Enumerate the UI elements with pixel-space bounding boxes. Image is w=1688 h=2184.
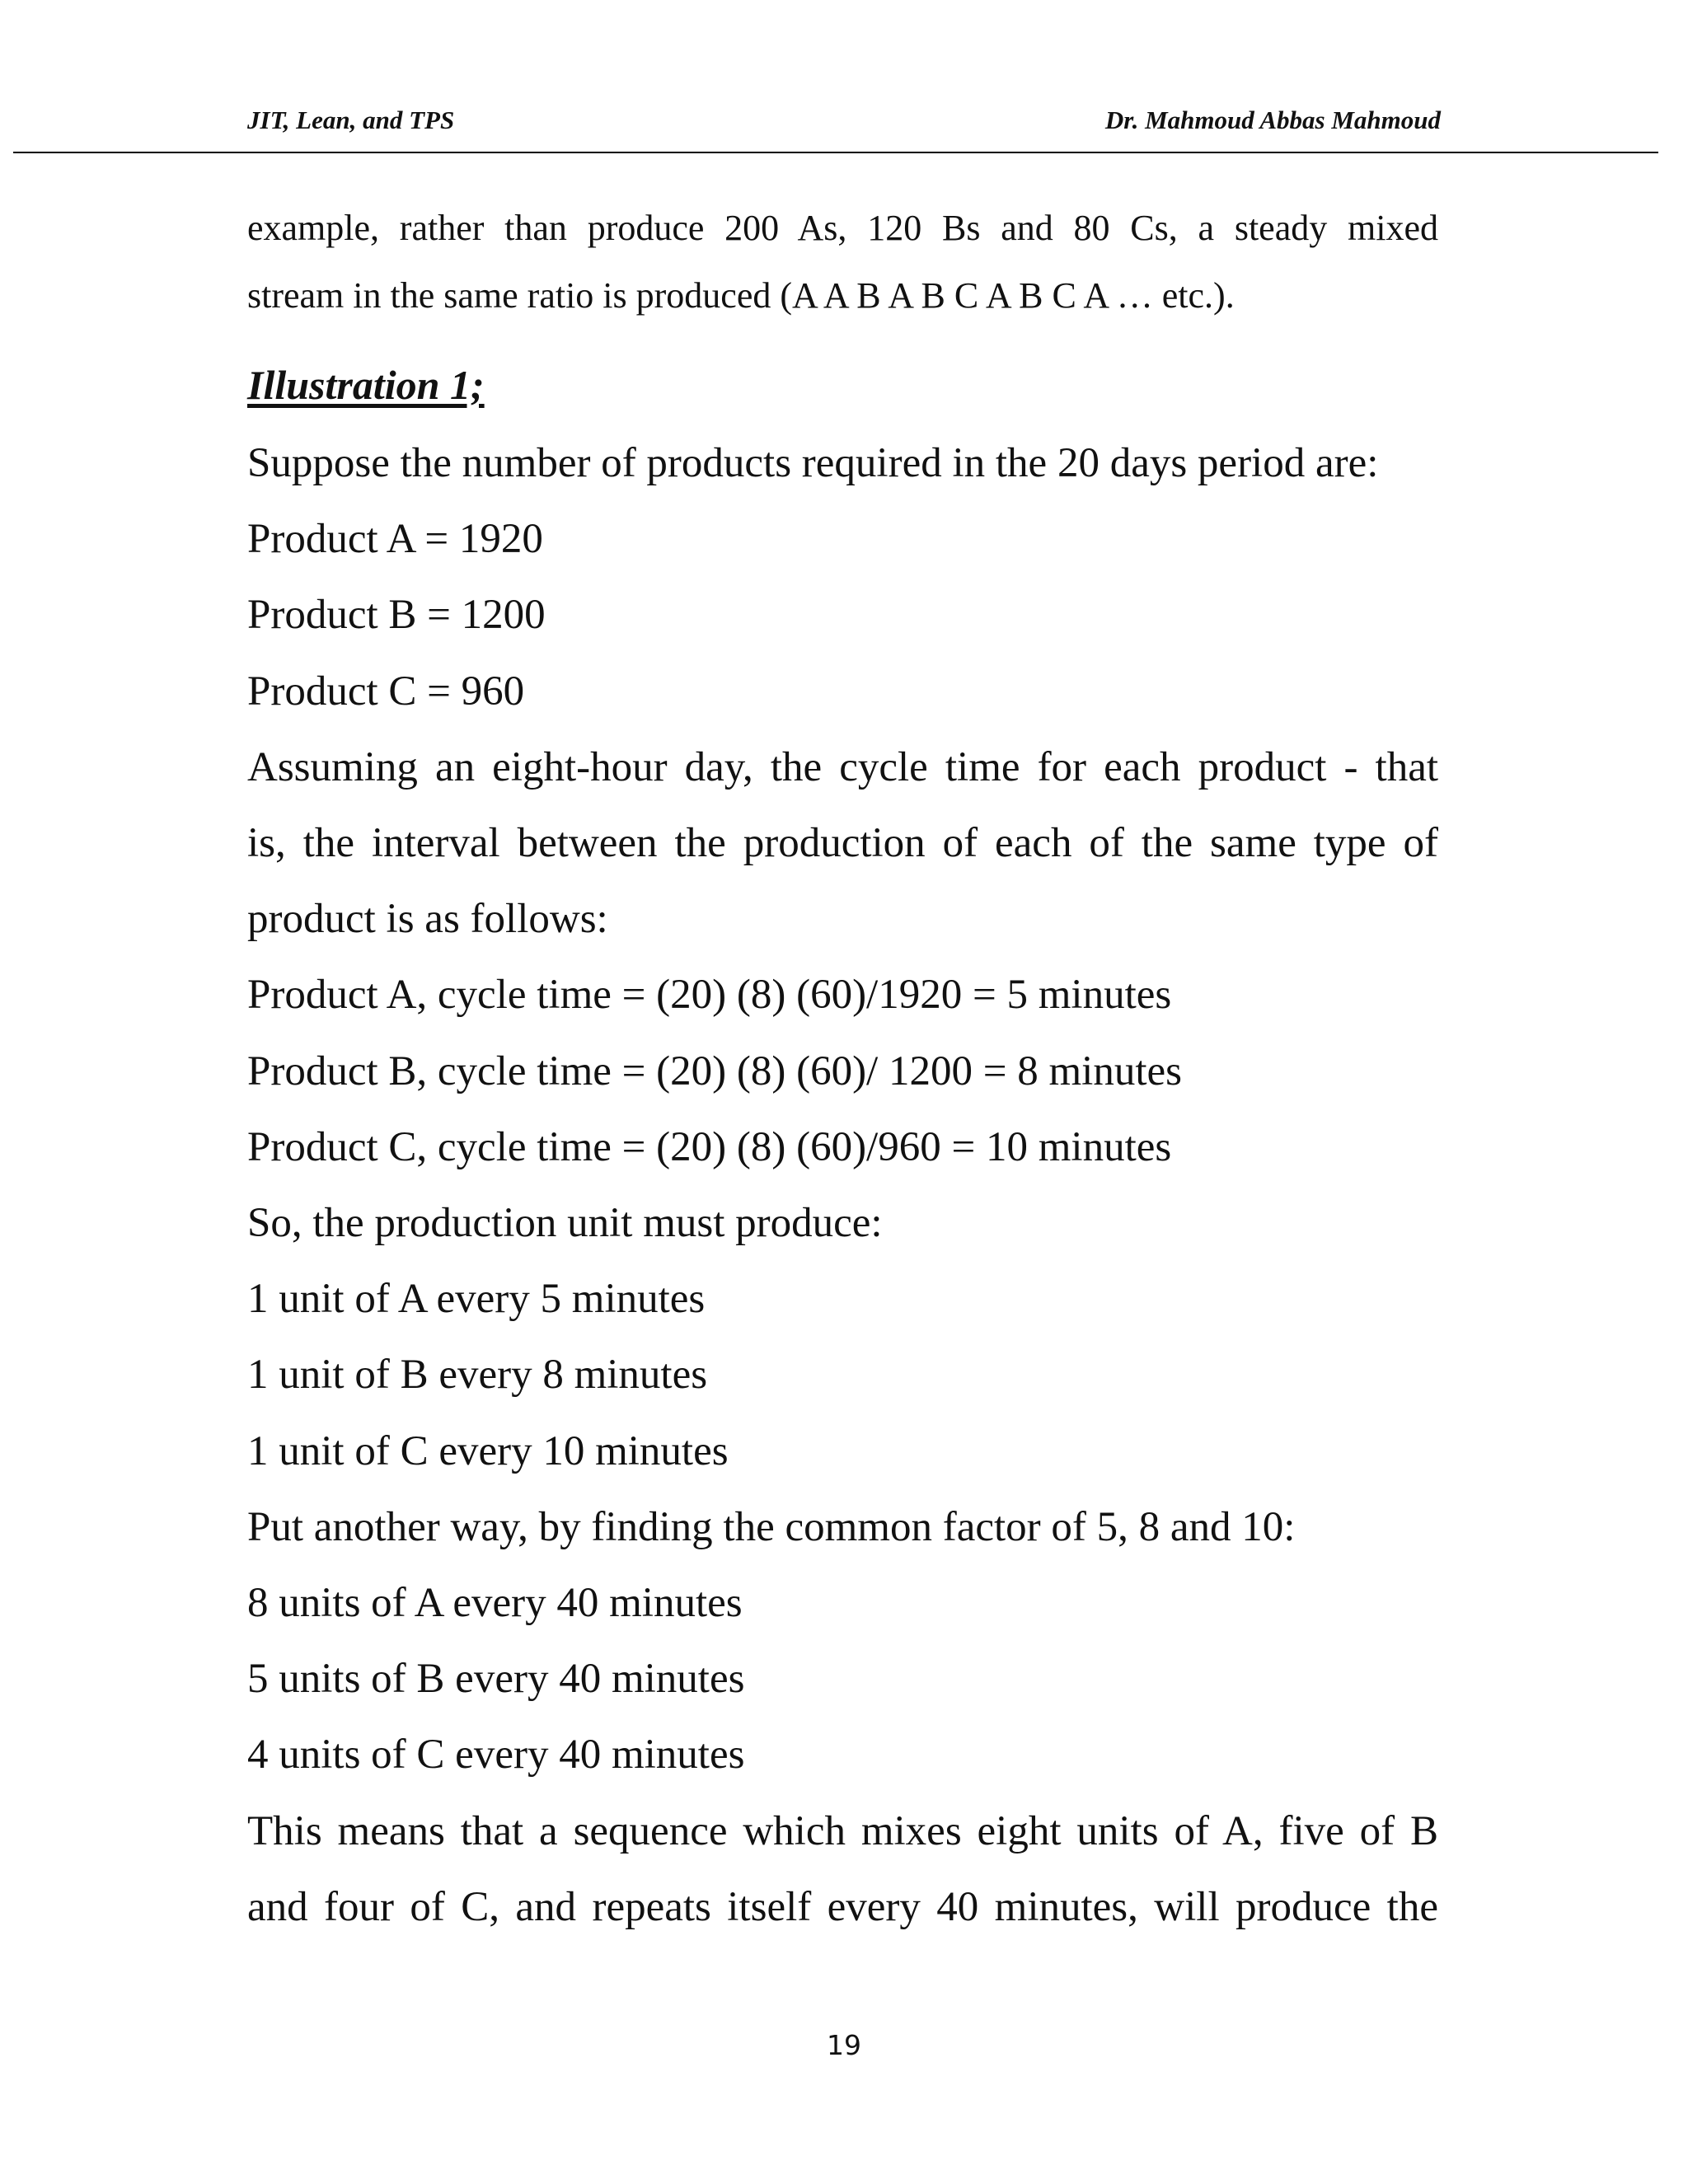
text-line: Product B = 1200 <box>247 592 546 639</box>
header-divider <box>13 152 1658 153</box>
page-body <box>247 194 1438 1945</box>
text-line: Product C = 960 <box>247 668 525 715</box>
text-line: Product B, cycle time = (20) (8) (60)/ 1200 = 8 minutes <box>247 1047 1182 1094</box>
header-author: Dr. Mahmoud Abbas Mahmoud <box>1104 105 1441 134</box>
text-line: 1 unit of A every 5 minutes <box>247 1276 706 1323</box>
illustration-heading: Illustration 1; <box>247 362 485 408</box>
assuming-line-3: product is as follows: <box>247 896 608 943</box>
assuming-line-2: is, the interval between the production of each of the same type of <box>247 820 1438 867</box>
text-line: Put another way, by finding the common factor of 5, 8 and 10: <box>247 1503 1296 1550</box>
running-header <box>247 105 1441 147</box>
text-line: 1 unit of B every 8 minutes <box>247 1352 708 1399</box>
text-line: So, the production unit must produce: <box>247 1200 883 1247</box>
illustration-body <box>247 425 1438 1945</box>
page-number: 19 <box>827 2029 861 2061</box>
text-line: Product C, cycle time = (20) (8) (60)/960 = 10 minutes <box>247 1123 1172 1170</box>
text-line: 8 units of A every 40 minutes <box>247 1580 743 1627</box>
final-line-1: This means that a sequence which mixes eight units of A, five of B <box>247 1807 1438 1854</box>
text-line: Product A = 1920 <box>247 516 543 563</box>
text-line: Product A, cycle time = (20) (8) (60)/1920 = 5 minutes <box>247 972 1172 1019</box>
header-title: JIT, Lean, and TPS <box>247 105 455 134</box>
intro-paragraph <box>247 194 1438 330</box>
intro-line-1: example, rather than produce 200 As, 120 Bs and 80 Cs, a steady mixed <box>247 208 1438 248</box>
text-line: 1 unit of C every 10 minutes <box>247 1427 729 1474</box>
text-line: 5 units of B every 40 minutes <box>247 1656 745 1703</box>
final-line-2: and four of C, and repeats itself every 40 minutes, will produce the <box>247 1883 1438 1930</box>
text-line: 4 units of C every 40 minutes <box>247 1732 745 1779</box>
intro-line-2: stream in the same ratio is produced (A A B A B C A B C A … etc.). <box>247 275 1235 316</box>
text-line: Suppose the number of products required in the 20 days period are: <box>247 440 1379 486</box>
assuming-line-1: Assuming an eight-hour day, the cycle time for each product - that <box>247 743 1438 790</box>
